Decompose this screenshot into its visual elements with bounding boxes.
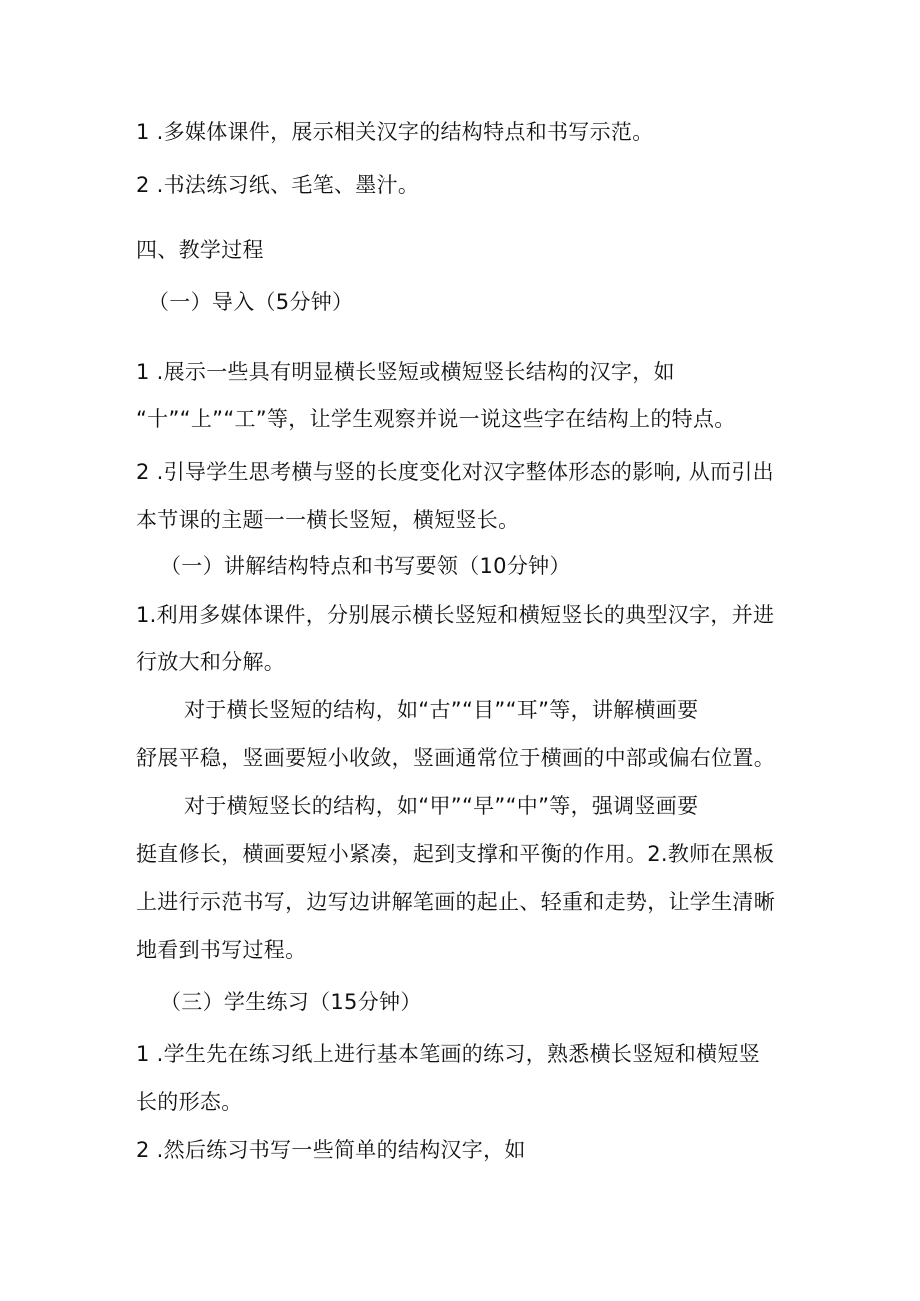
material-item-2: 2 .书法练习纸、毛笔、墨汁。 [136, 173, 420, 197]
material-item-1: 1 .多媒体课件，展示相关汉字的结构特点和书写示范。 [136, 120, 654, 144]
intro-step-2-line-1: 2 .引导学生思考横与竖的长度变化对汉字整体形态的影响, 从而引出 [136, 460, 774, 484]
demonstration-line-1: 上进行示范书写，边写边讲解笔画的起止、轻重和走势，让学生清晰 [136, 890, 775, 914]
practice-step-2-line-1: 2 .然后练习书写一些简单的结构汉字，如 [136, 1138, 526, 1162]
practice-step-1-line-1: 1 .学生先在练习纸上进行基本笔画的练习，熟悉横长竖短和横短竖 [136, 1042, 761, 1066]
intro-step-1-line-2: “十”“上”“工”等，让学生观察并说一说这些字在结构上的特点。 [136, 407, 736, 431]
subsection-heading-explanation: （一）讲解结构特点和书写要领（10分钟） [160, 554, 571, 578]
intro-step-1-line-1: 1 .展示一些具有明显横长竖短或横短竖长结构的汉字，如 [136, 360, 675, 384]
vertical-long-paragraph-line-2: 挺直修长，横画要短小紧凑，起到支撑和平衡的作用。2.教师在黑板 [136, 842, 775, 866]
explanation-step-1-line-1: 1.利用多媒体课件，分别展示横长竖短和横短竖长的典型汉字，并进 [136, 603, 775, 627]
intro-step-2-line-2: 本节课的主题一一横长竖短，横短竖长。 [136, 508, 520, 532]
section-heading-teaching-process: 四、教学过程 [136, 238, 264, 262]
practice-step-1-line-2: 长的形态。 [136, 1090, 243, 1114]
explanation-step-1-line-2: 行放大和分解。 [136, 650, 286, 674]
vertical-long-paragraph-line-1: 对于横短竖长的结构，如“甲”“早”“中”等，强调竖画要 [184, 794, 699, 818]
horizontal-long-paragraph-line-2: 舒展平稳，竖画要短小收敛，竖画通常位于横画的中部或偏右位置。 [136, 746, 775, 770]
horizontal-long-paragraph-line-1: 对于横长竖短的结构，如“古”“目”“耳”等，讲解横画要 [184, 698, 699, 722]
demonstration-line-2: 地看到书写过程。 [136, 938, 307, 962]
subsection-heading-practice: （三）学生练习（15分钟） [160, 990, 422, 1014]
subsection-heading-introduction: （一）导入（5分钟） [148, 290, 354, 314]
